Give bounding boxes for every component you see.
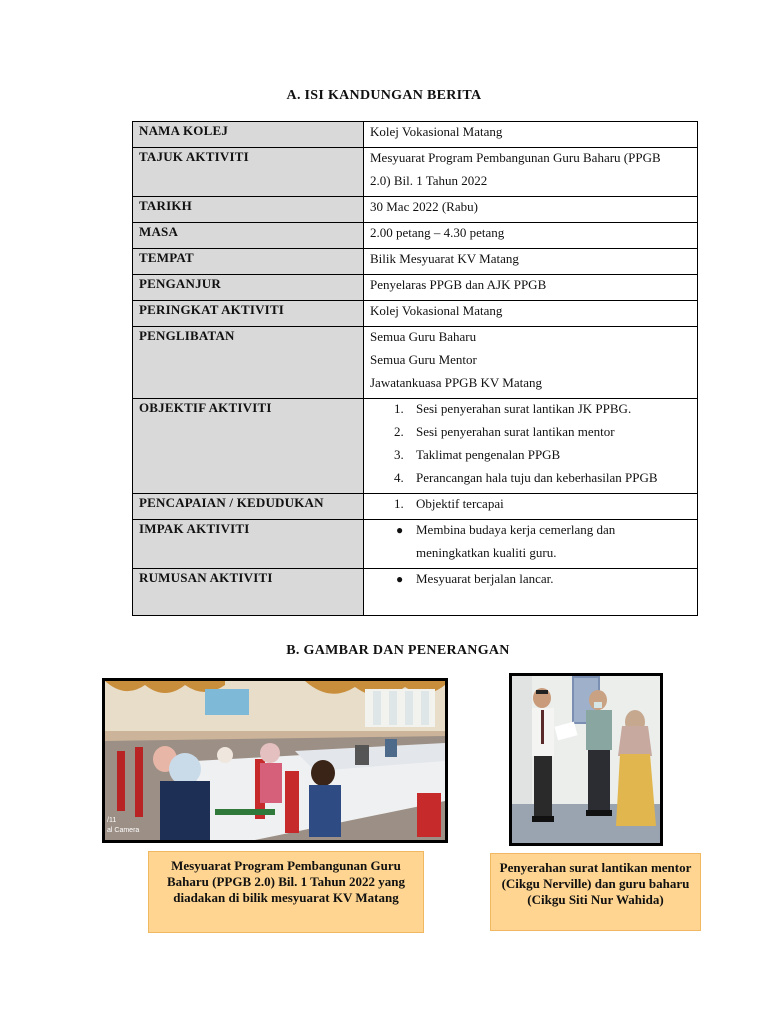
value-line: Mesyuarat Program Pembangunan Guru Baharu (PPGB	[370, 150, 661, 165]
row-value	[364, 520, 698, 569]
value-line: 30 Mac 2022 (Rabu)	[370, 199, 478, 214]
camera-watermark: al Camera	[107, 827, 140, 834]
handover-photo	[509, 673, 663, 846]
value-line: Bilik Mesyuarat KV Matang	[370, 251, 519, 266]
value-line: 2.0) Bil. 1 Tahun 2022	[370, 173, 488, 188]
meeting-room-photo	[102, 678, 448, 843]
list-item: 1. Sesi penyerahan surat lantikan JK PPBG.	[394, 401, 632, 416]
row-label: RUMUSAN AKTIVITI	[133, 569, 364, 616]
row-label: TARIKH	[133, 197, 364, 223]
row-label: TEMPAT	[133, 249, 364, 275]
row-label: NAMA KOLEJ	[133, 122, 364, 148]
row-label: MASA	[133, 223, 364, 249]
row-value	[364, 223, 698, 249]
meeting-room-image	[105, 681, 445, 840]
row-value	[364, 327, 698, 399]
row-label: TAJUK AKTIVITI	[133, 148, 364, 197]
row-label: PENCAPAIAN / KEDUDUKAN	[133, 494, 364, 520]
row-value	[364, 249, 698, 275]
handover-photo-caption: Penyerahan surat lantikan mentor (Cikgu Nerville) dan guru baharu (Cikgu Siti Nur Wahida)	[490, 853, 701, 931]
row-value	[364, 122, 698, 148]
table-row	[133, 275, 698, 301]
row-value	[364, 301, 698, 327]
table-row	[133, 197, 698, 223]
svg-text:/11: /11	[107, 817, 117, 824]
row-value	[364, 148, 698, 197]
summary-list	[370, 570, 691, 593]
table-row	[133, 223, 698, 249]
list-item: 2. Sesi penyerahan surat lantikan mentor	[394, 424, 615, 439]
list-item: 4. Perancangan hala tuju dan keberhasilan PPGB	[394, 470, 658, 485]
value-line: Kolej Vokasional Matang	[370, 124, 503, 139]
table-row	[133, 122, 698, 148]
row-label: PERINGKAT AKTIVITI	[133, 301, 364, 327]
list-item: 1. Objektif tercapai	[394, 496, 504, 511]
achievement-list	[370, 495, 691, 518]
list-item: ● Membina budaya kerja cemerlang dan	[396, 522, 616, 537]
row-value	[364, 569, 698, 616]
list-item: meningkatkan kualiti guru.	[416, 545, 557, 560]
table-row	[133, 249, 698, 275]
row-value	[364, 494, 698, 520]
table-row	[133, 148, 698, 197]
table-row	[133, 520, 698, 569]
handover-image	[512, 676, 660, 843]
value-line: Semua Guru Mentor	[370, 352, 477, 367]
value-line: Jawatankuasa PPGB KV Matang	[370, 375, 542, 390]
list-item: ● Mesyuarat berjalan lancar.	[396, 571, 554, 586]
table-row	[133, 494, 698, 520]
row-value	[364, 275, 698, 301]
value-line: Penyelaras PPGB dan AJK PPGB	[370, 277, 547, 292]
section-a-heading: A. ISI KANDUNGAN BERITA	[286, 88, 482, 103]
row-value	[364, 197, 698, 223]
row-value	[364, 399, 698, 494]
activity-info-table	[132, 121, 698, 616]
table-row	[133, 399, 698, 494]
table-row	[133, 301, 698, 327]
table-row	[133, 327, 698, 399]
section-b-heading: B. GAMBAR DAN PENERANGAN	[286, 643, 510, 658]
impact-list	[370, 521, 691, 567]
value-line: Kolej Vokasional Matang	[370, 303, 503, 318]
meeting-photo-caption: Mesyuarat Program Pembangunan Guru Baharu (PPGB 2.0) Bil. 1 Tahun 2022 yang diadakan di bilik mesyuarat KV Matang	[148, 851, 424, 933]
table-row	[133, 569, 698, 616]
value-line: Semua Guru Baharu	[370, 329, 477, 344]
row-label: PENGLIBATAN	[133, 327, 364, 399]
objective-list	[370, 400, 691, 492]
value-line: 2.00 petang – 4.30 petang	[370, 225, 505, 240]
row-label: IMPAK AKTIVITI	[133, 520, 364, 569]
row-label: OBJEKTIF AKTIVITI	[133, 399, 364, 494]
row-label: PENGANJUR	[133, 275, 364, 301]
list-item: 3. Taklimat pengenalan PPGB	[394, 447, 561, 462]
